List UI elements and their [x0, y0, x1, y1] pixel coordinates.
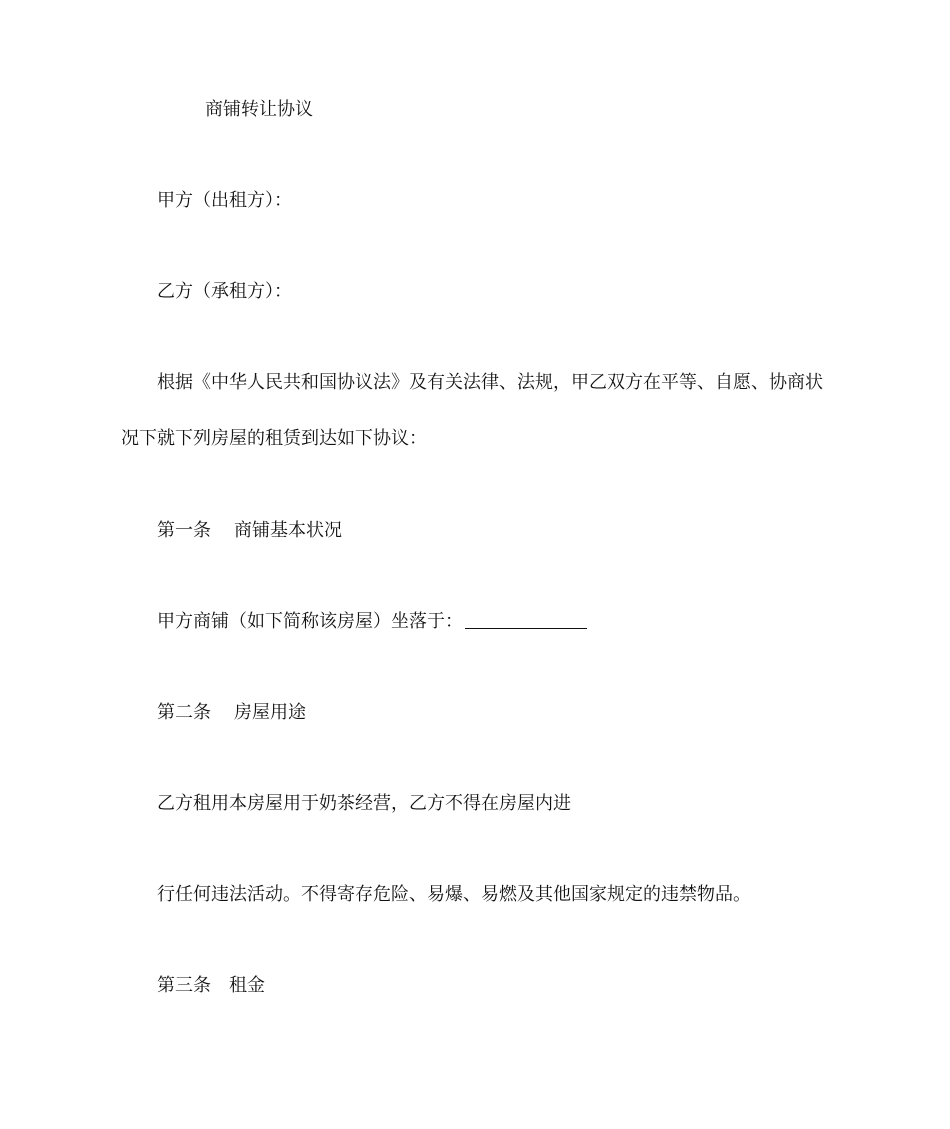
intro-paragraph-line-2: 况下就下列房屋的租赁到达如下协议： — [121, 428, 427, 449]
article-2-body-line-2: 行任何违法活动。不得寄存危险、易爆、易燃及其他国家规定的违禁物品。 — [157, 884, 751, 905]
party-a-line: 甲方（出租方）： — [157, 190, 292, 211]
article-3-heading — [157, 974, 265, 998]
article-1-body — [157, 610, 587, 634]
article-1-heading — [157, 519, 342, 543]
intro-paragraph-line-1: 根据《中华人民共和国协议法》及有关法律、法规，甲乙双方在平等、自愿、协商状 — [157, 372, 823, 393]
article-2-body-line-1: 乙方租用本房屋用于奶茶经营，乙方不得在房屋内进 — [157, 793, 571, 814]
article-2-number: 第二条 — [157, 702, 211, 723]
party-b-line: 乙方（承租方）： — [157, 281, 292, 302]
article-2-heading — [157, 701, 306, 725]
article-3-number: 第三条 — [157, 975, 211, 996]
article-1-title: 商铺基本状况 — [234, 520, 342, 541]
location-blank-field[interactable] — [465, 610, 587, 629]
article-2-title: 房屋用途 — [234, 702, 306, 723]
location-label: 甲方商铺（如下简称该房屋）坐落于： — [157, 611, 463, 632]
article-3-title: 租金 — [229, 975, 265, 996]
document-title: 商铺转让协议 — [205, 99, 313, 120]
article-1-number: 第一条 — [157, 520, 211, 541]
